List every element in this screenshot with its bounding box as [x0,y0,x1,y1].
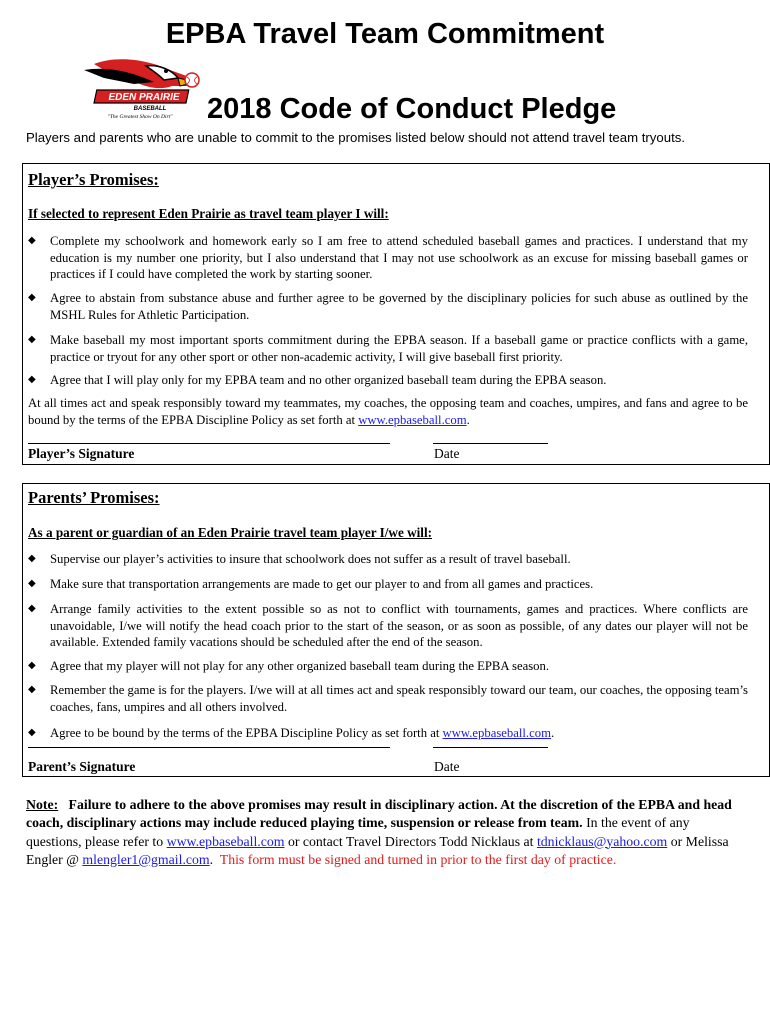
diamond-bullet-icon: ◆ [28,292,36,303]
parent-signature-line[interactable] [28,747,390,748]
parent-bullet: ◆ Agree that my player will not play for any other organized baseball team during the EPBA season. [28,659,550,673]
diamond-bullet-icon: ◆ [28,684,36,695]
player-date-label: Date [434,446,460,461]
note-paragraph: Note: Failure to adhere to the above promises may result in disciplinary action. At the discretion of the EPBA and head coach, disciplinary actions may include reduced playing time, suspension or release from team. In the event of any questions, please refer to www.epbaseball.com or contact Travel Directors Todd Nicklaus at tdnicklaus@yahoo.com or Melissa Engler @ mlengler1@gmail.com. This form must be signed and turned in prior to the first day of practice. [26,797,732,867]
diamond-bullet-icon: ◆ [28,553,36,564]
note-label: Note: [26,797,59,812]
player-promises-section [22,163,770,465]
email-link-mlengler[interactable]: mlengler1@gmail.com [82,851,210,867]
epbaseball-link[interactable]: www.epbaseball.com [358,412,467,427]
intro-text: Players and parents who are unable to commit to the promises listed below should not attend travel team tryouts. [26,130,685,145]
diamond-bullet-icon: ◆ [28,334,36,345]
parent-date-label: Date [434,759,460,774]
parent-bullet: ◆ Remember the game is for the players. I/we will at all times act and speak responsibly toward our team, our coaches, the opposing team’s coaches, fans, umpires and all others involved. [28,683,748,714]
player-heading: Player’s Promises: [28,170,159,189]
parent-promises-section [22,483,770,777]
player-signature-label: Player’s Signature [28,446,135,461]
parent-subheading: As a parent or guardian of an Eden Prairie travel team player I/we will: [28,525,433,540]
player-closing-text: At all times act and speak responsibly toward my teammates, my coaches, the opposing team and coaches, umpires, and fans and agree to be bound by the terms of the EPBA Discipline Policy as set forth at www.epbaseball.com. [28,396,748,427]
epbaseball-link[interactable]: www.epbaseball.com [166,833,285,849]
page-title: EPBA Travel Team Commitment [165,18,605,50]
logo-tagline: "The Greatest Show On Dirt" [107,114,173,120]
logo-name: EDEN PRAIRIE [108,92,180,103]
diamond-bullet-icon: ◆ [28,374,36,385]
diamond-bullet-icon: ◆ [28,603,36,614]
email-link-tdnicklaus[interactable]: tdnicklaus@yahoo.com [536,833,668,849]
page-subtitle: 2018 Code of Conduct Pledge [207,93,617,125]
diamond-bullet-icon: ◆ [28,578,36,589]
player-bullet: ◆ Make baseball my most important sports commitment during the EPBA season. If a baseball game or practice conflicts with a game, practice or tryout for any other sport or other non-academic activity, I will give baseball first priority. [28,333,748,364]
note-bold-text: Failure to adhere to the above promises may result in disciplinary action. At the discretion of the EPBA and head coach, disciplinary actions may include reduced playing time, suspension or release from team. [26,797,732,831]
parent-date-line[interactable] [433,747,548,748]
parent-bullet: ◆ Agree to be bound by the terms of the EPBA Discipline Policy as set forth at www.epbaseball.com. [28,726,555,740]
parent-bullet: ◆ Supervise our player’s activities to insure that schoolwork does not suffer as a result of travel baseball. [28,552,571,566]
note-red-text: This form must be signed and turned in prior to the first day of practice. [219,851,617,867]
player-signature-line[interactable] [28,443,390,444]
parent-signature-label: Parent’s Signature [28,759,136,774]
logo-sub: BASEBALL [133,106,167,112]
parent-bullet: ◆ Arrange family activities to the extent possible so as not to conflict with tournaments, games and practices. Where conflicts are unavoidable, I/we will notify the head coach prior to the start of the season, or as soon as possible, of any dates our player will not be available. Extended family vacations should be scheduled after the end of the season. [28,602,748,649]
parent-heading: Parents’ Promises: [28,488,160,507]
player-bullet: ◆ Complete my schoolwork and homework early so I am free to attend scheduled baseball games and practices. I understand that my education is my number one priority, but I also understand that I may not use schoolwork as an excuse for missing baseball games or practices if I could have completed the work by starting sooner. [28,234,748,281]
parent-bullet: ◆ Make sure that transportation arrangements are made to get our player to and from all games and practices. [28,577,594,591]
epbaseball-link[interactable]: www.epbaseball.com [442,726,551,740]
diamond-bullet-icon: ◆ [28,660,36,671]
player-bullet: ◆ Agree that I will play only for my EPBA team and no other organized baseball team during the EPBA season. [28,373,607,387]
player-date-line[interactable] [433,443,548,444]
diamond-bullet-icon: ◆ [28,727,36,738]
player-bullet: ◆ Agree to abstain from substance abuse and further agree to be governed by the disciplinary policies for such abuse as outlined by the MSHL Rules for Athletic Participation. [28,291,748,322]
player-subheading: If selected to represent Eden Prairie as travel team player I will: [28,206,389,221]
diamond-bullet-icon: ◆ [28,235,36,246]
eden-prairie-logo [74,56,204,122]
